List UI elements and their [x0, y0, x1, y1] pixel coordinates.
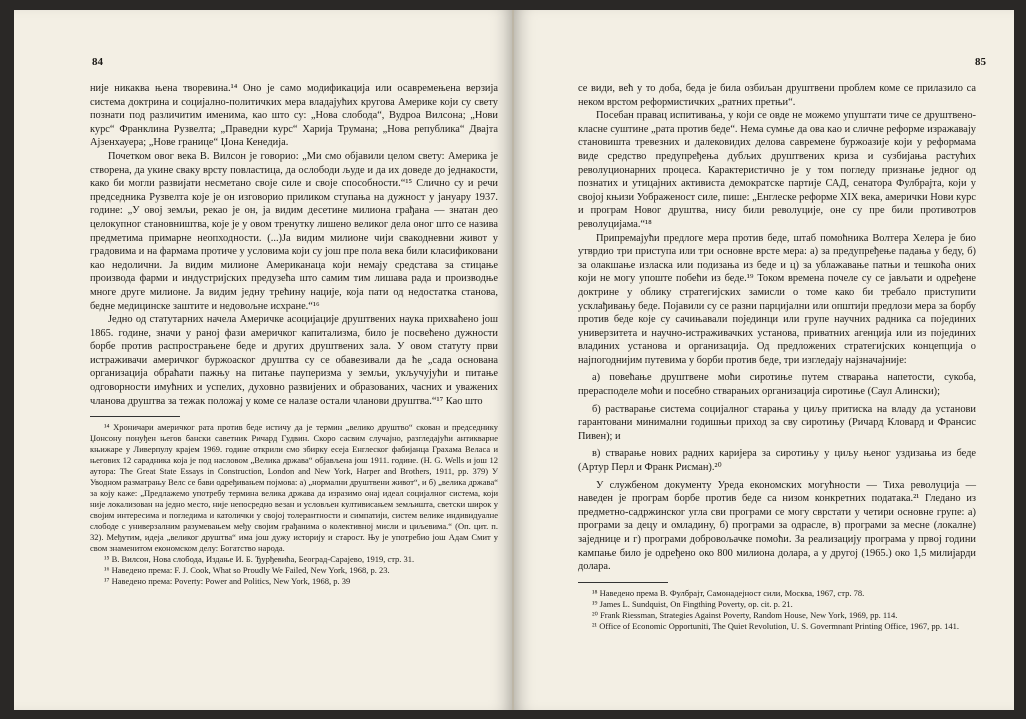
paragraph: У службеном документу Уреда економских могућности — Тиха револуција — наведен је програм борбе против беде са низом конкретних података.²¹ Гледано из предметно-садржинског угла сви програми се могу сврстати у четири основне групе: а) програми за децу и омладину, б) програми за одрасле, в) програми за месне (локалне) заједнице и г) програми добровољачке помоћи. За реализацију програма у првој години кампање било је одређено око 800 милиона долара, а у другој (1965.) око 1,5 милијарди долара.	[578, 479, 976, 573]
right-page-body	[578, 82, 976, 632]
list-item: а) повећање друштвене моћи сиротиње путем стварања напетости, сукоба, прерасподеле моћи и посебно стварањих организација сиротиње (Саул Алински);	[578, 372, 976, 398]
footnote: ¹⁵ В. Вилсон, Нова слобода, Издање И. Б. Ђурђевића, Београд-Сарајево, 1919, стр. 31.	[104, 554, 415, 565]
footnote-divider	[90, 416, 180, 417]
left-page-body	[90, 82, 498, 587]
list-item: в) стварање нових радних каријера за сиротињу у циљу њеног уздизања из беде (Артур Перл и Франк Рисман).²⁰	[578, 448, 976, 474]
list-item: б) растварање система социјалног старања у циљу притиска на владу да установи гарантовани минимални годишњи приход за сву сиротињу (Ричард Кловард и Франсис Пивен); и	[578, 403, 976, 442]
paragraph: се види, већ у то доба, беда је била озбиљан друштвени проблем коме се прилазило са неком врстом реформистичких „ратних претњи“.	[578, 83, 976, 108]
footnote: ¹⁶ Наведено према: F. J. Cook, What so Proudly We Failed, New York, 1968, p. 23.	[104, 565, 390, 576]
page-number: 85	[975, 56, 986, 68]
footnotes	[90, 422, 498, 587]
footnote: ¹⁹ James L. Sundquist, On Fingthing Poverty, op. cit. p. 21.	[592, 598, 793, 609]
paragraph: Посебан правац испитивања, у који се овде не можемо упуштати тиче се друштвено-класне суштине „рата против беде“. Нема сумње да ова као и сличне реформе изражавају становишта тревезних и далековидих делова савремене буржоазије који у реформама виде средство предупређења дубљих друштвених криза и сузбијања растућих револуционарних процеса. Карактеристично је у том погледу признање једног од познатих и утицајних активиста демократске партије САД, сенатора Фулбрајта, који у својој књизи Уображеност силе, пише: „Енглеске реформе XIX века, амерички Нови курс и програм Новог друштва, нису били револуције, оне су пре били противотров револуцијама.“¹⁸	[578, 110, 976, 230]
paragraph: није никаква њена творевина.¹⁴ Оно је само модификација или осавремењена верзија система доктрина и социјално-политичких мера владајућих кругова Америке који су свету познати под различитим именима, као што су: „Нова слобода“, Вудроа Вилсона; „Нови курс“ Франклина Рузвелта; „Праведни курс“ Харија Трумана; „Нова република“ Двајта Ајзенхауера; „Нове границе“ Џона Кенедија.	[90, 83, 498, 149]
footnotes	[578, 588, 976, 632]
footnote: ²⁰ Frank Riessman, Strategies Against Poverty, Random House, New York, 1969, pp. 114.	[592, 609, 898, 620]
footnote: ²¹ Office of Economic Opportuniti, The Quiet Revolution, U. S. Govermnant Printing Office, 1967, pp. 141.	[592, 620, 960, 631]
paragraph: Једно од статутарних начела Америчке асоцијације друштвених наука прихваћено још 1865. године, значи у раној фази америчког капитализма, било је посвећено дужности борбе против распрострањене беде и других друштвених зала. У овом статуту први истраживачи америчког буржоаског друштва су се обавезивали да ће „сада основана организација обраћати пажњу на питање пауперизма у земљи, укључујући и питање одговорности имућних и успелих, духовно развијених и образованих, часних и уважених чланова друштва за тежак положај у коме се налазе остали чланови друштва.“¹⁷ Као што	[90, 314, 498, 407]
right-page	[514, 10, 1014, 710]
footnote: ¹⁷ Наведено према: Poverty: Power and Politics, New York, 1968, p. 39	[104, 576, 351, 587]
footnote-divider	[578, 582, 668, 583]
left-page	[14, 10, 512, 710]
footnote: ¹⁸ Наведено према В. Фулбрајт, Самонадејност сили, Москва, 1967, стр. 78.	[592, 587, 865, 598]
paragraph: Почетком овог века В. Вилсон је говорио: „Ми смо објавили целом свету: Америка је створена, да укине сваку врсту повластица, да ослободи људе и да их доведе до једнакости, како би могли развијати несметано своје силе и своје способности.“¹⁵ Слично су и речи председника Рузвелта које је он изговорио приликом ступања на дужност у јануару 1937. године: „У овој земљи, рекао је он, ја видим десетине милиона грађана — знатан део целокупног становништва, које је у овом тренутку лишено великог дела оног што се назива предметима примарне неопходности. (...)Ја видим милионе чији свакодневни живот у градовима и на фармама протиче у условима који су још пре пола века били класификовани као недолични. Ја видим милионе Американаца који немају средстава за стицање производа фарми и индустријских предузећа што самим тим лишава рада и производње многе друге милионе. Ја видим једну трећину нације, која пати од недостатка станова, бедне медицинске заштите и недовољне исхране.“¹⁶	[90, 150, 498, 312]
paragraph: Припремајући предлоге мера против беде, штаб помоћника Волтера Хелера је био утврдио три приступа или три основне врсте мера: а) за предупређење падања у беду, б) за олакшање изласка или подизања из беде и ц) за ублажавање патњи и тешкоћа оних који не могу упоште побећи из беде.¹⁹ Током времена почеле су се јављати и одређене доктрине у облику стратегијских замисли о томе како би требало приступити усклађивању беде. Појавили су се разни парцијални или општији предлози мера за борбу против беде које су сачињавали појединци или групе научних радника са појединих универзитета и научно-истраживачких установа, приватних агенција или из појединих владиних установа и организација. Од предложених стратегијских концепција о најпогоднијим путевима у борби против беде, три изгледају најзначајније:	[578, 232, 976, 366]
footnote: ¹⁴ Хроничари америчког рата против беде истичу да је термин „велико друштво“ скован и председнику Џонсону понуђен његов бански саветник Ричард Гудвин. Скоро сасвим случајно, разгледајући антикварне књижаре у Ливерпулу крајем 1969. године открили смо збирку есеја Енглеског фабијанца Грахама Веласа и његових 12 сарадника која је под насловом „Велика држава“ објављена још 1911. године. (H. G. Wells и још 12 аутора: The Great State Essays in Construction, London and New York, Harper and Brothers, 1911, pp. 379) У Уводном разматрању Велс се бави одређивањем појмова: а) „нормални друштвени живот“, и б) „велика држава“ за коју каже: „Предлажемо употребу термина велика држава да изразимо онај идеал социјалног система, који није локализован на једно место, није непосредно везан и условљен култивисањем земљишта, светски широк у својим интересима и погледима и католички у својој толерантности и симпатији, систем велике индивидуалне слободе с универзалним разумевањем међу својим грађанима о колективној мисли и циљевима.“ (Оп. цит. п. 32). Међутим, идеја „великог друштва“ има још дужу историју и старост. Њу је употребио још Адам Смит у свом знаменитом економском делу: Богатство народа.	[90, 422, 498, 554]
page-number: 84	[92, 56, 103, 68]
